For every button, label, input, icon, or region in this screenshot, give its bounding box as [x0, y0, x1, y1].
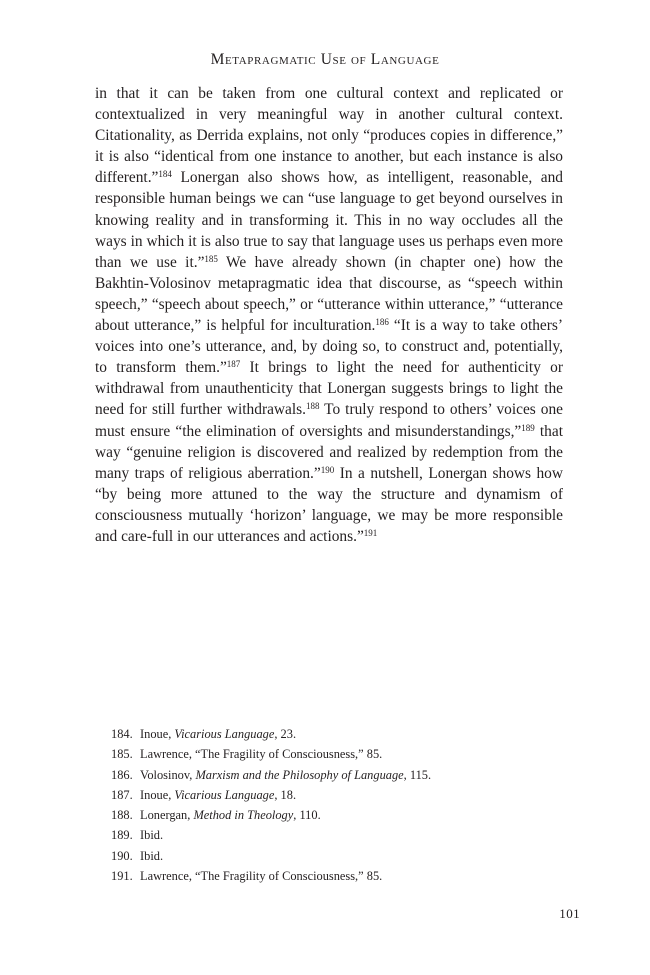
footnote-number: 186. [111, 767, 133, 782]
body-text-run: Lonergan also shows how, as intelligent, reasonable, and responsible human beings we can “use language to get beyond ourselves in knowing reality and in transforming it. This in no way occludes all the ways in which it is also true to say that language uses us perhaps even more than we use it.” [95, 169, 563, 271]
footnote-reference[interactable]: 188 [305, 401, 320, 412]
footnote [111, 724, 571, 744]
footnote-reference[interactable]: 191 [363, 527, 378, 538]
footnote-author: Volosinov, [140, 767, 196, 782]
footnote-number: 187. [111, 787, 133, 802]
page-number: 101 [559, 906, 580, 921]
footnote-number: 191. [111, 869, 133, 884]
body-text-run: In a nutshell, Lonergan shows how “by being more attuned to the way the structure and dynamism of consciousness mutually ‘horizon’ language, we may be more responsible and care-full in our utterances and actions.” [95, 464, 563, 545]
footnote-number: 190. [111, 848, 133, 863]
body-text-run: “It is a way to take others’ voices into one’s utterance, and, by doing so, to construct and, potentially, to transform them.” [95, 317, 563, 377]
footnotes-list [111, 724, 571, 886]
footnote-author: Lawrence, “The Fragility of Consciousness,” 85. [140, 747, 383, 762]
body-text-run: To truly respond to others’ voices one must ensure “the elimination of oversights and misunderstandings,” [95, 401, 563, 440]
footnote-title: Method in Theology [193, 808, 294, 823]
footnote [111, 805, 571, 825]
footnote-title: Vicarious Language [174, 787, 275, 802]
footnote [111, 785, 571, 805]
footnote-locator: , 18. [274, 787, 297, 802]
body-text-run: that way “genuine religion is discovered and realized by redemption from the many traps of religious aberration.” [95, 422, 563, 482]
footnote [111, 846, 571, 866]
footnote-number: 188. [111, 808, 133, 823]
body-paragraph [95, 83, 563, 547]
footnote-number: 185. [111, 747, 133, 762]
body-text-run: We have already shown (in chapter one) how the Bakhtin-Volosinov metapragmatic idea that discourse, as “speech within speech,” “speech about speech,” or “utterance within utterance,” “utterance about utterance,” is helpful for inculturation. [95, 253, 564, 335]
footnote-reference[interactable]: 184 [158, 169, 172, 180]
body-text-run: It brings to light the need for authenticity or withdrawal from unauthenticity that Lonergan suggests brings to light the need for still further withdrawals. [95, 359, 563, 419]
footnote-author: Lonergan, [140, 808, 194, 823]
footnote-reference[interactable]: 190 [320, 464, 335, 475]
footnote-title: Marxism and the Philosophy of Language [195, 767, 404, 782]
footnote [111, 866, 571, 886]
footnote-reference[interactable]: 187 [226, 359, 241, 370]
footnote-locator: , 115. [403, 767, 432, 782]
footnote-author: Lawrence, “The Fragility of Consciousness,” 85. [140, 869, 383, 884]
footnote-author: Inoue, [140, 727, 175, 741]
footnote-author: Ibid. [140, 848, 164, 863]
footnote-reference[interactable]: 189 [521, 422, 535, 433]
footnote [111, 744, 571, 764]
footnote-author: Inoue, [140, 787, 175, 802]
body-text-run: in that it can be taken from one cultural context and replicated or contextualized in very meaningful way in another cultural context. Citationality, as Derrida explains, not only “produces copies in difference,” it is also “identical from one instance to another, but each instance is also different.” [95, 85, 563, 187]
footnote-author: Ibid. [140, 828, 164, 843]
footnote-locator: , 110. [293, 808, 321, 823]
footnote-title: Vicarious Language [174, 727, 275, 741]
footnote [111, 825, 571, 845]
footnote [111, 765, 571, 785]
footnote-reference[interactable]: 185 [204, 253, 218, 264]
running-head: Metapragmatic Use of Language [210, 51, 440, 68]
footnote-locator: , 23. [274, 727, 297, 741]
footnote-number: 189. [111, 828, 133, 843]
footnote-reference[interactable]: 186 [375, 317, 389, 328]
footnote-number: 184. [111, 727, 133, 741]
